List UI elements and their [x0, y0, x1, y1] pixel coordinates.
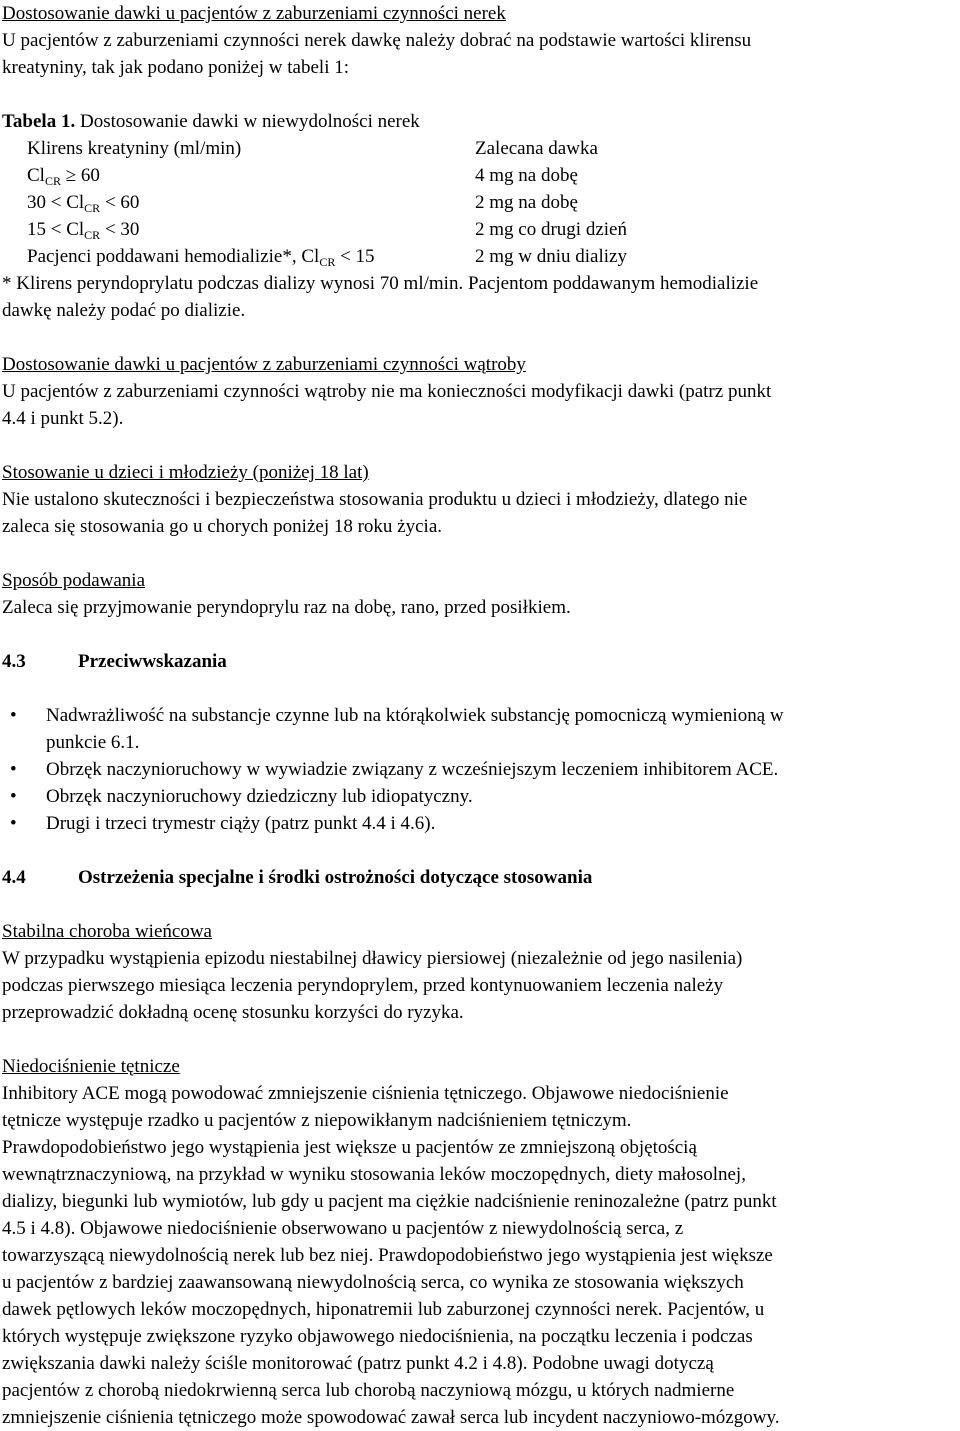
table-footnote-2: dawkę należy podać po dializie. [2, 300, 246, 321]
table-cell-dose: 4 mg na dobę [475, 165, 578, 186]
table-header-row [23, 135, 719, 162]
paragraph-line: W przypadku wystąpienia epizodu niestabilnej dławicy piersiowej (niezależnie od jego nasilenia) [2, 948, 743, 969]
table-cell-clearance: $Cl_{CR} \ge 60$ [27, 165, 100, 188]
dose-table [23, 135, 719, 270]
section-pediatric-text-1: Nie ustalono skuteczności i bezpieczeństwa stosowania produktu u dzieci i młodzieży, dlatego nie [2, 489, 748, 510]
table-caption-label: Tabela 1. [2, 111, 76, 132]
paragraph-line: Inhibitory ACE mogą powodować zmniejszenie ciśnienia tętniczego. Objawowe niedociśnienie [2, 1083, 729, 1104]
list-item: • Nadwrażliwość na substancje czynne lub na którąkolwiek substancję pomocniczą wymienioną w punkcie 6.1. [2, 702, 958, 756]
table-caption [2, 108, 958, 135]
table-row [23, 216, 719, 243]
table-cell-clearance: $30 < Cl_{CR} < 60$ [27, 192, 140, 215]
bullet-icon: • [10, 705, 17, 726]
paragraph-line: dializy, biegunki lub wymiotów, lub gdy u pacjent ma ciężkie nadciśnienie reninozależne (patrz punkt [2, 1191, 777, 1212]
paragraph-line: tętnicze występuje rzadko u pacjentów z niepowikłanym nadciśnieniem tętniczym. [2, 1110, 632, 1131]
table-caption-text: Dostosowanie dawki w niewydolności nerek [75, 111, 420, 132]
table-footnote-1: * Klirens peryndoprylatu podczas dializy wynosi 70 ml/min. Pacjentom poddawanym hemodializie [2, 273, 759, 294]
paragraph-line: zwiększania dawki należy ściśle monitorować (patrz punkt 4.2 i 4.8). Podobne uwagi dotyczą [2, 1353, 714, 1374]
table-header-clearance: Klirens kreatyniny (ml/min) [27, 138, 242, 159]
heading-title: Przeciwwskazania [78, 651, 227, 672]
paragraph-line: dawek pętlowych leków moczopędnych, hiponatremii lub zaburzonej czynności nerek. Pacjentów, u [2, 1299, 765, 1320]
table-header-dose: Zalecana dawka [475, 138, 598, 159]
section-hepatic-text-2: 4.4 i punkt 5.2). [2, 408, 124, 429]
paragraph-line: wewnątrznaczyniową, na przykład w wyniku stosowania leków moczopędnych, diety małosolnej, [2, 1164, 746, 1185]
table-cell-clearance: $15 < Cl_{CR} < 30$ [27, 219, 140, 242]
table-row [23, 243, 719, 270]
contraindications-list [2, 702, 958, 837]
paragraph-line: zmniejszenie ciśnienia tętniczego może spowodować zawał serca lub incydent naczyniowo-mózgowy. [2, 1407, 780, 1428]
paragraph-line: których występuje zwiększone ryzyko objawowego niedociśnienia, na początku leczenia i podczas [2, 1326, 753, 1347]
section-renal-text-2: kreatyniny, tak jak podano poniżej w tabeli 1: [2, 57, 350, 78]
paragraph-line: przeprowadzić dokładną ocenę stosunku korzyści do ryzyka. [2, 1002, 464, 1023]
table-row [23, 189, 719, 216]
paragraph-line: pacjentów z chorobą niedokrwienną serca lub chorobą naczyniową mózgu, u których nadmierne [2, 1380, 735, 1401]
paragraph-line: u pacjentów z bardziej zaawansowaną niewydolnością serca, co wynika ze stosowania większych [2, 1272, 744, 1293]
heading-number: 4.4 [2, 867, 26, 888]
heading-title: Ostrzeżenia specjalne i środki ostrożności dotyczące stosowania [78, 867, 593, 888]
paragraph-line: podczas pierwszego miesiąca leczenia peryndoprylem, przed kontynuowaniem leczenia należy [2, 975, 724, 996]
table-row [23, 162, 719, 189]
section-pediatric-text-2: zaleca się stosowania go u chorych poniżej 18 roku życia. [2, 516, 443, 537]
bullet-icon: • [10, 813, 17, 834]
paragraph-line: 4.5 i 4.8). Objawowe niedociśnienie obserwowano u pacjentów z niewydolnością serca, z [2, 1218, 684, 1239]
table-cell-clearance: Pacjenci poddawani hemodializie*, $Cl_{CR} < 15$ [27, 246, 375, 269]
bullet-icon: • [10, 759, 17, 780]
section-renal-text-1: U pacjentów z zaburzeniami czynności nerek dawkę należy dobrać na podstawie wartości klirensu [2, 30, 752, 51]
heading-4-3 [2, 648, 958, 675]
section-hepatic-title: Dostosowanie dawki u pacjentów z zaburzeniami czynności wątroby [2, 354, 526, 375]
section-hepatic-text-1: U pacjentów z zaburzeniami czynności wątroby nie ma konieczności modyfikacji dawki (patrz punkt [2, 381, 772, 402]
table-cell-dose: 2 mg w dniu dializy [475, 246, 627, 267]
list-item: • Obrzęk naczynioruchowy dziedziczny lub idiopatyczny. [2, 783, 958, 810]
section-hypotension-title: Niedociśnienie tętnicze [2, 1056, 180, 1077]
section-renal-title: Dostosowanie dawki u pacjentów z zaburzeniami czynności nerek [2, 3, 506, 24]
paragraph-line: towarzyszącą niewydolnością nerek lub bez niej. Prawdopodobieństwo jego wystąpienia jest większe [2, 1245, 773, 1266]
table-cell-dose: 2 mg co drugi dzień [475, 219, 627, 240]
section-administration-text: Zaleca się przyjmowanie peryndoprylu raz na dobę, rano, przed posiłkiem. [2, 597, 571, 618]
section-administration-title: Sposób podawania [2, 570, 146, 591]
list-item: • Obrzęk naczynioruchowy w wywiadzie związany z wcześniejszym leczeniem inhibitorem ACE. [2, 756, 958, 783]
heading-4-4 [2, 864, 958, 891]
section-coronary-title: Stabilna choroba wieńcowa [2, 921, 212, 942]
section-pediatric-title: Stosowanie u dzieci i młodzieży (poniżej 18 lat) [2, 462, 369, 483]
list-item: • Drugi i trzeci trymestr ciąży (patrz punkt 4.4 i 4.6). [2, 810, 958, 837]
heading-number: 4.3 [2, 651, 26, 672]
paragraph-line: Prawdopodobieństwo jego wystąpienia jest większe u pacjentów ze zmniejszoną objętością [2, 1137, 697, 1158]
bullet-icon: • [10, 786, 17, 807]
table-cell-dose: 2 mg na dobę [475, 192, 578, 213]
